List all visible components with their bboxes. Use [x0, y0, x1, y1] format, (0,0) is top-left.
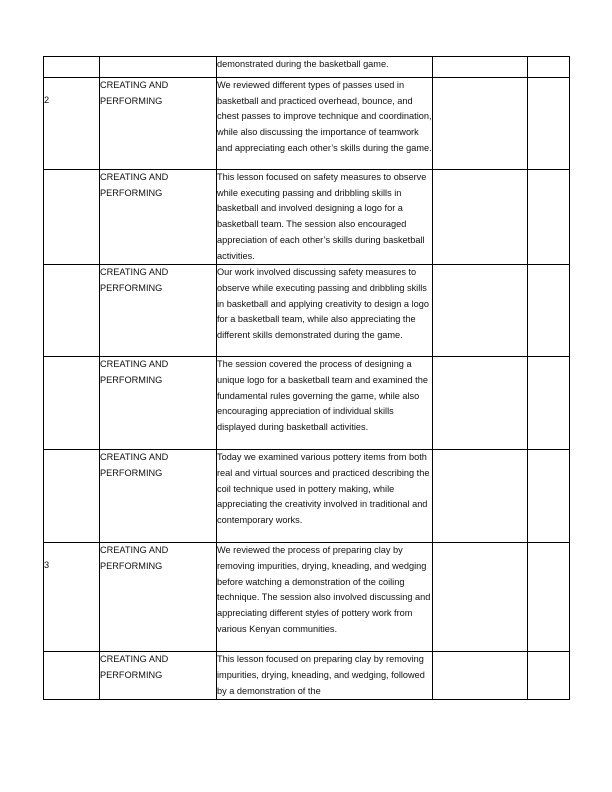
empty-cell — [528, 57, 570, 78]
empty-cell — [528, 543, 570, 652]
week-cell: 3 — [44, 543, 100, 652]
table-row — [44, 652, 570, 700]
empty-cell — [528, 450, 570, 543]
table-row — [44, 78, 570, 170]
empty-cell — [528, 357, 570, 450]
strand-cell: CREATING AND PERFORMING — [100, 265, 217, 357]
lesson-description: This lesson focused on safety measures to observe while executing passing and dribbling skills in basketball and involved designing a logo for a basketball team. The session also encouraged appreciation of each other’s skills during basketball activities. — [217, 170, 433, 265]
week-cell — [44, 450, 100, 543]
lesson-description: The session covered the process of designing a unique logo for a basketball team and examined the fundamental rules governing the game, while also encouraging appreciation of individual skills displayed during basketball activities. — [217, 357, 433, 450]
table-row — [44, 57, 570, 78]
empty-cell — [528, 652, 570, 700]
table-row — [44, 265, 570, 357]
week-cell — [44, 357, 100, 450]
table-row — [44, 543, 570, 652]
strand-cell: CREATING AND PERFORMING — [100, 652, 217, 700]
empty-cell — [433, 265, 528, 357]
lesson-log-table — [43, 56, 570, 700]
lesson-description: We reviewed the process of preparing clay by removing impurities, drying, kneading, and wedging before watching a demonstration of the coiling technique. The session also involved discussing and appreciating different styles of pottery work from various Kenyan communities. — [217, 543, 433, 652]
week-cell — [44, 170, 100, 265]
table-row — [44, 357, 570, 450]
empty-cell — [433, 357, 528, 450]
empty-cell — [433, 543, 528, 652]
strand-cell: CREATING AND PERFORMING — [100, 543, 217, 652]
table-row — [44, 450, 570, 543]
empty-cell — [528, 170, 570, 265]
lesson-description: This lesson focused on preparing clay by removing impurities, drying, kneading, and wedging, followed by a demonstration of the — [217, 652, 433, 700]
strand-cell — [100, 57, 217, 78]
empty-cell — [528, 265, 570, 357]
week-cell — [44, 652, 100, 700]
empty-cell — [433, 450, 528, 543]
table-row — [44, 170, 570, 265]
strand-cell: CREATING AND PERFORMING — [100, 78, 217, 170]
lesson-description: We reviewed different types of passes used in basketball and practiced overhead, bounce, and chest passes to improve technique and coordination, while also discussing the importance of teamwork and appreciating each other’s skills during the game. — [217, 78, 433, 170]
empty-cell — [433, 78, 528, 170]
week-cell — [44, 265, 100, 357]
empty-cell — [433, 170, 528, 265]
lesson-description: Today we examined various pottery items from both real and virtual sources and practiced describing the coil technique used in pottery making, while appreciating the creativity involved in traditional and contemporary works. — [217, 450, 433, 543]
lesson-description: Our work involved discussing safety measures to observe while executing passing and dribbling skills in basketball and applying creativity to design a logo for a basketball team, while also appreciating the different skills demonstrated during the game. — [217, 265, 433, 357]
empty-cell — [528, 78, 570, 170]
week-cell — [44, 57, 100, 78]
strand-cell: CREATING AND PERFORMING — [100, 170, 217, 265]
empty-cell — [433, 652, 528, 700]
lesson-description: demonstrated during the basketball game. — [217, 57, 433, 78]
strand-cell: CREATING AND PERFORMING — [100, 450, 217, 543]
strand-cell: CREATING AND PERFORMING — [100, 357, 217, 450]
week-cell: 2 — [44, 78, 100, 170]
empty-cell — [433, 57, 528, 78]
